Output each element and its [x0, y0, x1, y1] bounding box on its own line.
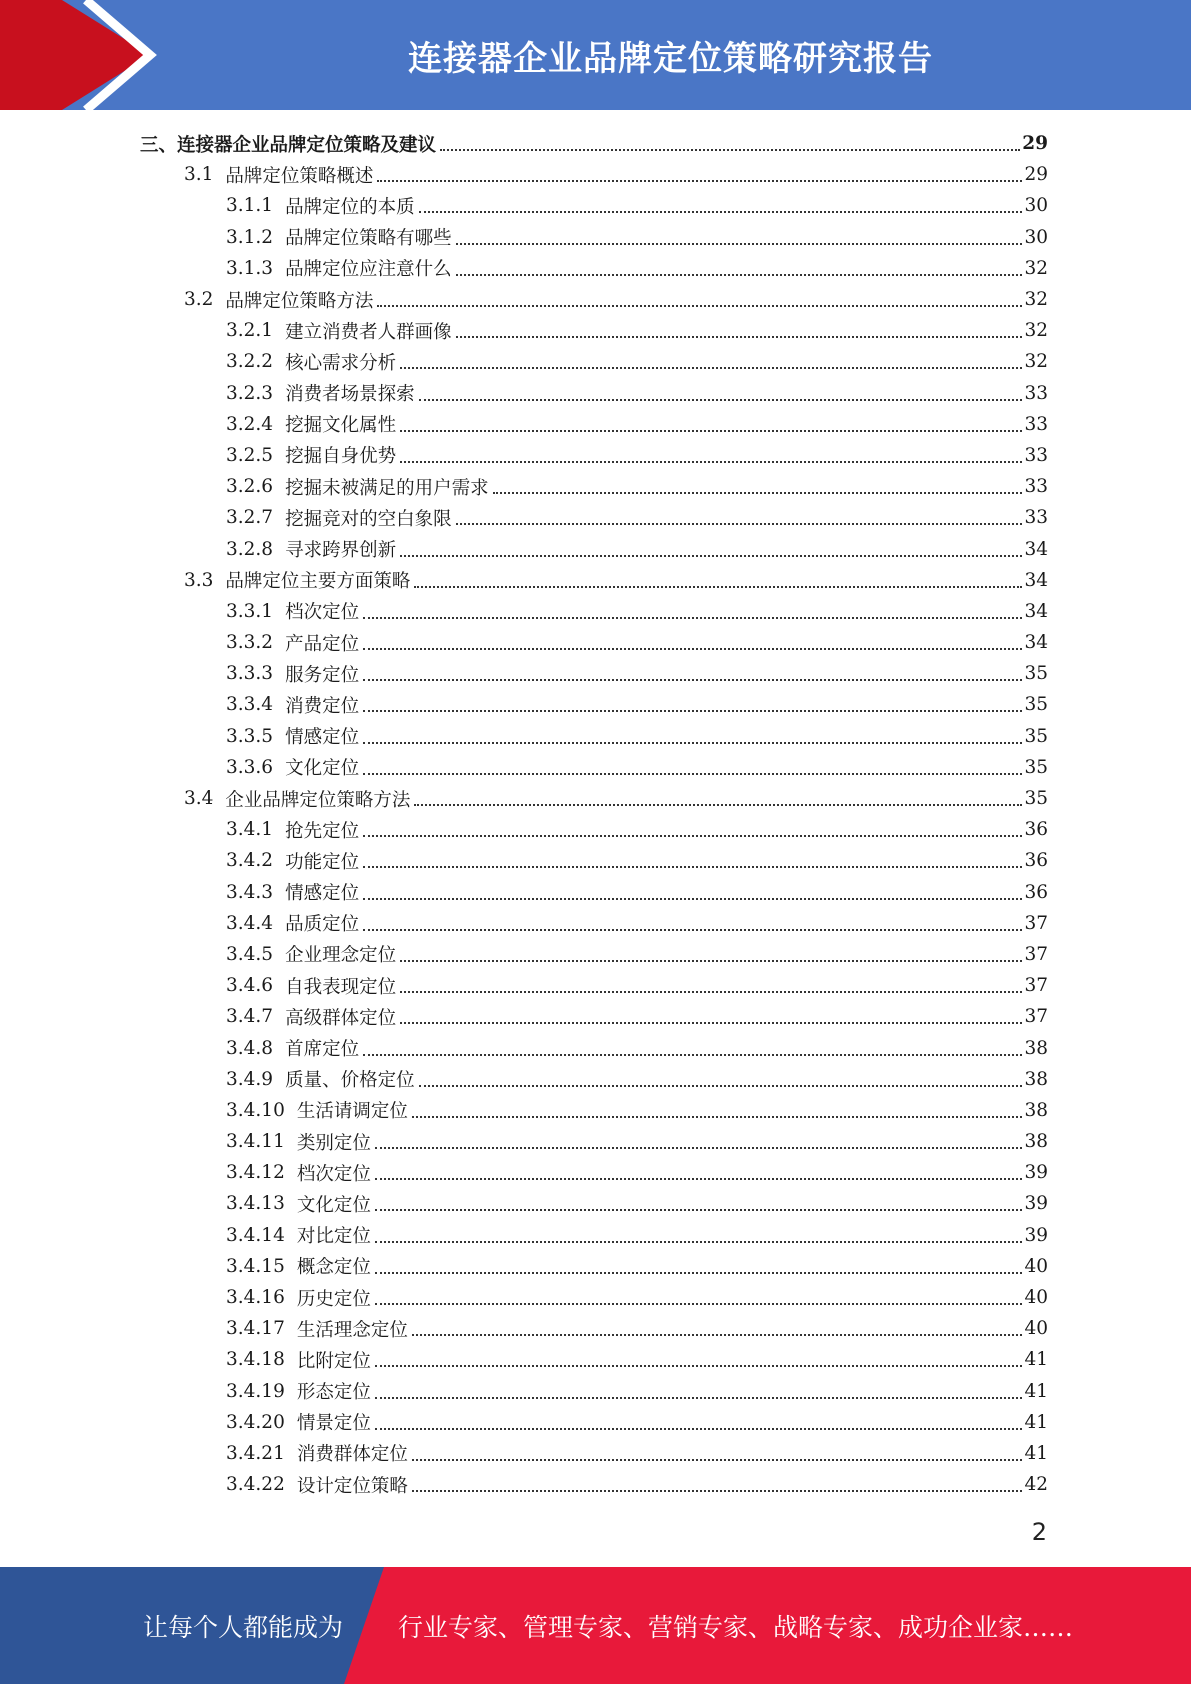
toc-dot-leader [412, 1115, 1023, 1118]
toc-entry-number: 3.4.11 [226, 1131, 285, 1153]
toc-entry-title: 比附定位 [296, 1350, 371, 1372]
toc-entry-title: 品牌定位策略概述 [225, 165, 374, 187]
toc-entry-page: 41 [1024, 1442, 1048, 1464]
toc-entry-title: 三、连接器企业品牌定位策略及建议 [140, 134, 437, 156]
toc-entry-title: 形态定位 [296, 1382, 371, 1404]
toc-dot-leader [363, 678, 1022, 681]
toc-entry-number: 3.2 [184, 289, 214, 311]
toc-entry[interactable] [140, 128, 1048, 159]
toc-entry-page: 40 [1024, 1255, 1048, 1277]
toc-entry-title: 自我表现定位 [285, 976, 397, 998]
header-band [0, 0, 1191, 110]
toc-entry-page: 39 [1024, 1193, 1048, 1215]
toc-entry[interactable] [140, 253, 1048, 284]
toc-dot-leader [363, 834, 1022, 837]
toc-entry-page: 32 [1024, 289, 1048, 311]
toc-entry-page: 38 [1024, 1068, 1048, 1090]
toc-entry[interactable] [140, 190, 1048, 221]
toc-entry-page: 37 [1024, 912, 1048, 934]
toc-entry-page: 32 [1024, 257, 1048, 279]
toc-entry-page: 29 [1024, 164, 1048, 186]
toc-entry-number: 3.2.7 [226, 507, 274, 529]
footer-slogan-right: 行业专家、管理专家、营销专家、战略专家、成功企业家…… [398, 1612, 1074, 1642]
toc-entry-number: 3.2.6 [226, 476, 274, 498]
toc-entry-page: 39 [1024, 1224, 1048, 1246]
toc-entry-number: 3.4.20 [226, 1411, 285, 1433]
toc-entry-number: 3.2.4 [226, 413, 274, 435]
toc-dot-leader [400, 460, 1022, 463]
toc-entry-title: 情感定位 [285, 883, 360, 905]
toc-entry-title: 挖掘自身优势 [285, 446, 397, 468]
toc-entry-title: 挖掘文化属性 [285, 415, 397, 437]
toc-entry-title: 品牌定位的本质 [285, 196, 415, 218]
toc-dot-leader [419, 210, 1023, 213]
toc-entry-title: 生活理念定位 [296, 1319, 408, 1341]
toc-entry-number: 3.3.4 [226, 694, 274, 716]
toc-entry-page: 34 [1024, 632, 1048, 654]
toc-entry-number: 3.4.19 [226, 1380, 285, 1402]
toc-entry-title: 建立消费者人群画像 [285, 321, 452, 343]
toc-entry-number: 3.1.2 [226, 226, 274, 248]
toc-dot-leader [375, 1240, 1023, 1243]
footer-slogan-left: 让每个人都能成为 [143, 1612, 344, 1642]
toc-entry-page: 37 [1024, 1006, 1048, 1028]
toc-dot-leader [400, 429, 1022, 432]
toc-entry-title: 质量、价格定位 [285, 1070, 415, 1092]
toc-entry-title: 企业品牌定位策略方法 [225, 789, 411, 811]
toc-entry-page: 41 [1024, 1380, 1048, 1402]
toc-entry-page: 42 [1024, 1474, 1048, 1496]
toc-entry-page: 35 [1024, 694, 1048, 716]
toc-entry-number: 3.4.2 [226, 850, 274, 872]
toc-entry-number: 3.4.7 [226, 1006, 274, 1028]
toc-entry[interactable] [140, 1188, 1048, 1219]
toc-entry[interactable] [140, 752, 1048, 783]
toc-dot-leader [375, 1208, 1023, 1211]
toc-entry-page: 34 [1024, 600, 1048, 622]
toc-entry[interactable] [140, 1469, 1048, 1500]
toc-entry-title: 抢先定位 [285, 820, 360, 842]
toc-entry-page: 30 [1024, 226, 1048, 248]
toc-entry-number: 3.4.10 [226, 1099, 285, 1121]
toc-entry[interactable] [140, 814, 1048, 845]
toc-entry-title: 核心需求分析 [285, 352, 397, 374]
toc-dot-leader [456, 335, 1023, 338]
toc-dot-leader [419, 1084, 1023, 1087]
toc-entry-page: 36 [1024, 819, 1048, 841]
toc-entry-title: 品牌定位策略有哪些 [285, 228, 452, 250]
toc-entry-page: 35 [1024, 788, 1048, 810]
toc-entry-number: 3.4.21 [226, 1442, 285, 1464]
toc-entry[interactable] [140, 346, 1048, 377]
toc-entry[interactable] [140, 471, 1048, 502]
toc-entry-title: 挖掘竞对的空白象限 [285, 508, 452, 530]
toc-entry-page: 32 [1024, 320, 1048, 342]
toc-entry-title: 类别定位 [296, 1132, 371, 1154]
toc-entry[interactable] [140, 284, 1048, 315]
toc-entry[interactable] [140, 783, 1048, 814]
toc-dot-leader [363, 616, 1022, 619]
toc-entry-page: 39 [1024, 1162, 1048, 1184]
toc-entry-title: 档次定位 [285, 602, 360, 624]
toc-entry[interactable] [140, 658, 1048, 689]
toc-entry[interactable] [140, 440, 1048, 471]
toc-entry-title: 设计定位策略 [296, 1475, 408, 1497]
toc-entry-page: 35 [1024, 756, 1048, 778]
toc-entry-page: 34 [1024, 538, 1048, 560]
toc-entry[interactable] [140, 1095, 1048, 1126]
toc-entry-title: 概念定位 [296, 1257, 371, 1279]
toc-entry-number: 3.4 [184, 788, 214, 810]
toc-dot-leader [414, 585, 1022, 588]
toc-entry-page: 38 [1024, 1099, 1048, 1121]
toc-dot-leader [375, 1177, 1023, 1180]
toc-entry[interactable] [140, 1001, 1048, 1032]
toc-entry-title: 品质定位 [285, 914, 360, 936]
toc-entry[interactable] [140, 877, 1048, 908]
toc-entry-title: 文化定位 [285, 758, 360, 780]
toc-dot-leader [363, 647, 1022, 650]
toc-entry[interactable] [140, 378, 1048, 409]
toc-entry[interactable] [140, 970, 1048, 1001]
toc-entry[interactable] [140, 1438, 1048, 1469]
toc-entry-page: 29 [1022, 133, 1048, 155]
toc-entry-page: 35 [1024, 663, 1048, 685]
toc-entry-page: 38 [1024, 1037, 1048, 1059]
toc-entry-title: 文化定位 [296, 1194, 371, 1216]
toc-dot-leader [363, 928, 1022, 931]
toc-entry-number: 3.4.15 [226, 1255, 285, 1277]
toc-entry-number: 3.2.2 [226, 351, 274, 373]
toc-entry-title: 服务定位 [285, 664, 360, 686]
toc-entry-title: 品牌定位应注意什么 [285, 259, 452, 281]
toc-dot-leader [377, 304, 1022, 307]
toc-entry[interactable] [140, 222, 1048, 253]
toc-entry-number: 3.2.3 [226, 382, 274, 404]
toc-entry[interactable] [140, 721, 1048, 752]
toc-entry-page: 36 [1024, 850, 1048, 872]
toc-dot-leader [456, 522, 1023, 525]
toc-entry-title: 企业理念定位 [285, 945, 397, 967]
toc-entry[interactable] [140, 908, 1048, 939]
toc-dot-leader [400, 959, 1022, 962]
toc-entry-page: 40 [1024, 1318, 1048, 1340]
toc-dot-leader [363, 865, 1022, 868]
toc-entry-number: 3.2.8 [226, 538, 274, 560]
toc-dot-leader [363, 897, 1022, 900]
toc-dot-leader [363, 1053, 1022, 1056]
toc-dot-leader [419, 398, 1023, 401]
toc-dot-leader [412, 1458, 1023, 1461]
toc-entry[interactable] [140, 1157, 1048, 1188]
toc-entry-page: 41 [1024, 1411, 1048, 1433]
toc-entry-number: 3.4.22 [226, 1474, 285, 1496]
toc-entry[interactable] [140, 939, 1048, 970]
toc-dot-leader [375, 1427, 1023, 1430]
toc-entry-page: 41 [1024, 1349, 1048, 1371]
toc-entry-number: 3.3.3 [226, 663, 274, 685]
toc-dot-leader [363, 741, 1022, 744]
toc-entry-title: 产品定位 [285, 633, 360, 655]
toc-entry-page: 35 [1024, 725, 1048, 747]
toc-entry[interactable] [140, 1313, 1048, 1344]
toc-entry-number: 3.4.17 [226, 1318, 285, 1340]
toc-entry-number: 3.1.3 [226, 257, 274, 279]
toc-dot-leader [412, 1333, 1023, 1336]
toc-entry-number: 3.3 [184, 569, 214, 591]
toc-dot-leader [400, 1021, 1022, 1024]
toc-entry-number: 3.4.1 [226, 819, 274, 841]
toc-entry-number: 3.3.1 [226, 600, 274, 622]
toc-entry[interactable] [140, 502, 1048, 533]
toc-entry-page: 32 [1024, 351, 1048, 373]
toc-entry[interactable] [140, 689, 1048, 720]
toc-entry-number: 3.4.14 [226, 1224, 285, 1246]
toc-dot-leader [414, 803, 1022, 806]
toc-entry-number: 3.4.8 [226, 1037, 274, 1059]
toc-entry-page: 38 [1024, 1131, 1048, 1153]
toc-entry-title: 生活请调定位 [296, 1101, 408, 1123]
toc-entry-title: 首席定位 [285, 1039, 360, 1061]
toc-entry-number: 3.4.6 [226, 975, 274, 997]
toc-entry-title: 功能定位 [285, 851, 360, 873]
toc-entry[interactable] [140, 1032, 1048, 1063]
toc-entry-title: 消费群体定位 [296, 1444, 408, 1466]
toc-entry[interactable] [140, 1376, 1048, 1407]
toc-dot-leader [400, 366, 1022, 369]
toc-entry-title: 情感定位 [285, 727, 360, 749]
toc-entry[interactable] [140, 409, 1048, 440]
toc-entry-number: 3.3.6 [226, 756, 274, 778]
toc-entry-number: 3.4.13 [226, 1193, 285, 1215]
toc-dot-leader [377, 179, 1022, 182]
toc-entry-page: 33 [1024, 444, 1048, 466]
toc-entry-title: 品牌定位策略方法 [225, 290, 374, 312]
toc-entry-title: 消费定位 [285, 695, 360, 717]
toc-entry-number: 3.4.18 [226, 1349, 285, 1371]
toc-dot-leader [440, 148, 1020, 151]
toc-entry[interactable] [140, 1407, 1048, 1438]
toc-entry-title: 档次定位 [296, 1163, 371, 1185]
toc-entry-page: 40 [1024, 1287, 1048, 1309]
toc-dot-leader [375, 1302, 1023, 1305]
toc-entry-page: 33 [1024, 507, 1048, 529]
toc-entry-number: 3.2.1 [226, 320, 274, 342]
toc-entry[interactable] [140, 315, 1048, 346]
document-title: 连接器企业品牌定位策略研究报告 [408, 38, 933, 79]
toc-entry-page: 34 [1024, 569, 1048, 591]
toc-entry-title: 挖掘未被满足的用户需求 [285, 477, 489, 499]
footer-band [0, 1567, 1191, 1684]
toc-dot-leader [400, 990, 1022, 993]
toc-entry-title: 对比定位 [296, 1226, 371, 1248]
toc-entry-title: 寻求跨界创新 [285, 540, 397, 562]
toc-entry-title: 情景定位 [296, 1413, 371, 1435]
toc-entry-number: 3.3.5 [226, 725, 274, 747]
toc-entry-title: 消费者场景探索 [285, 384, 415, 406]
toc-entry[interactable] [140, 159, 1048, 190]
toc-entry-page: 33 [1024, 413, 1048, 435]
toc-entry[interactable] [140, 1251, 1048, 1282]
toc-entry-title: 品牌定位主要方面策略 [225, 571, 411, 593]
toc-entry-page: 33 [1024, 476, 1048, 498]
toc-entry-number: 3.4.4 [226, 912, 274, 934]
toc-entry[interactable] [140, 565, 1048, 596]
toc-dot-leader [456, 242, 1023, 245]
toc-dot-leader [363, 709, 1022, 712]
toc-entry-number: 3.1 [184, 164, 214, 186]
toc-entry[interactable] [140, 627, 1048, 658]
toc-entry[interactable] [140, 1220, 1048, 1251]
toc-dot-leader [456, 273, 1023, 276]
toc-dot-leader [375, 1271, 1023, 1274]
toc-entry-page: 36 [1024, 881, 1048, 903]
toc-entry[interactable] [140, 1282, 1048, 1313]
toc-entry[interactable] [140, 596, 1048, 627]
toc-dot-leader [400, 554, 1022, 557]
toc-entry-title: 高级群体定位 [285, 1007, 397, 1029]
toc-entry-number: 3.4.16 [226, 1287, 285, 1309]
toc-entry[interactable] [140, 1126, 1048, 1157]
toc-entry-page: 37 [1024, 943, 1048, 965]
toc-entry-page: 33 [1024, 382, 1048, 404]
page-number: 2 [1031, 1518, 1047, 1546]
toc-entry-number: 3.2.5 [226, 444, 274, 466]
toc-dot-leader [375, 1146, 1023, 1149]
toc-dot-leader [412, 1489, 1023, 1492]
toc-entry-number: 3.1.1 [226, 195, 274, 217]
toc-entry[interactable] [140, 1064, 1048, 1095]
toc-entry[interactable] [140, 533, 1048, 564]
toc-entry-title: 历史定位 [296, 1288, 371, 1310]
toc-entry-number: 3.4.9 [226, 1068, 274, 1090]
toc-entry-number: 3.4.12 [226, 1162, 285, 1184]
toc-entry-page: 37 [1024, 975, 1048, 997]
table-of-contents [140, 128, 1048, 1500]
toc-dot-leader [363, 772, 1022, 775]
toc-entry[interactable] [140, 1344, 1048, 1375]
toc-entry-number: 3.4.3 [226, 881, 274, 903]
toc-entry-number: 3.4.5 [226, 943, 274, 965]
toc-entry-number: 3.3.2 [226, 632, 274, 654]
toc-dot-leader [493, 491, 1023, 494]
toc-dot-leader [375, 1396, 1023, 1399]
toc-dot-leader [375, 1364, 1023, 1367]
toc-entry[interactable] [140, 845, 1048, 876]
toc-entry-page: 30 [1024, 195, 1048, 217]
